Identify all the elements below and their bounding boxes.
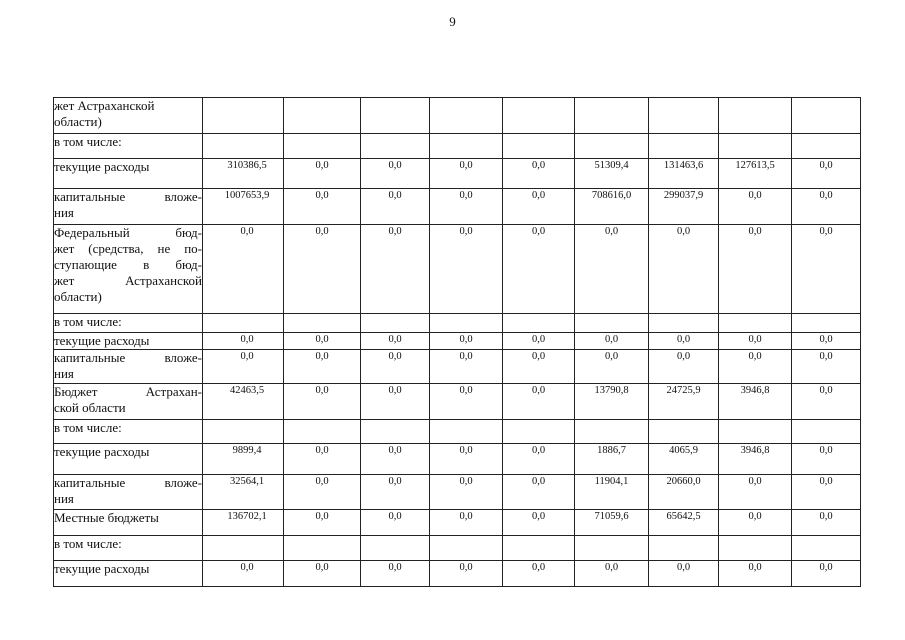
value-cell	[792, 314, 861, 333]
value-cell: 0,0	[503, 189, 575, 225]
value-cell: 0,0	[503, 561, 575, 587]
value-cell: 131463,6	[649, 159, 719, 189]
row-label-line: капитальные вложе-	[54, 475, 202, 490]
value-cell: 0,0	[792, 350, 861, 384]
budget-table	[53, 97, 861, 587]
value-cell: 0,0	[430, 225, 503, 314]
value-cell	[430, 536, 503, 561]
value-cell	[792, 134, 861, 159]
value-cell	[649, 536, 719, 561]
row-label-line: в том числе:	[54, 536, 122, 551]
value-cell	[503, 536, 575, 561]
value-cell	[361, 134, 430, 159]
value-cell: 0,0	[361, 333, 430, 350]
value-cell: 0,0	[719, 189, 792, 225]
value-cell	[503, 420, 575, 444]
table-row	[54, 561, 861, 587]
value-cell: 0,0	[719, 350, 792, 384]
value-cell	[719, 134, 792, 159]
value-cell: 0,0	[575, 333, 649, 350]
value-cell: 11904,1	[575, 475, 649, 510]
row-label	[54, 189, 203, 225]
value-cell	[503, 314, 575, 333]
row-label-line: Бюджет Астрахан-	[54, 384, 202, 399]
value-cell	[430, 314, 503, 333]
value-cell: 0,0	[503, 384, 575, 420]
row-label-line: ской области	[54, 400, 126, 415]
value-cell	[575, 98, 649, 134]
value-cell: 9899,4	[203, 444, 284, 475]
value-cell: 0,0	[361, 444, 430, 475]
value-cell: 0,0	[503, 159, 575, 189]
value-cell: 0,0	[503, 225, 575, 314]
value-cell: 708616,0	[575, 189, 649, 225]
value-cell: 0,0	[503, 350, 575, 384]
value-cell: 0,0	[430, 444, 503, 475]
table-row	[54, 98, 861, 134]
row-label	[54, 333, 203, 350]
value-cell	[284, 314, 361, 333]
value-cell	[649, 420, 719, 444]
value-cell	[719, 314, 792, 333]
value-cell: 0,0	[203, 350, 284, 384]
value-cell: 0,0	[203, 225, 284, 314]
value-cell: 0,0	[792, 189, 861, 225]
table-row	[54, 384, 861, 420]
value-cell: 0,0	[792, 159, 861, 189]
row-label-line: в том числе:	[54, 420, 122, 435]
value-cell	[203, 314, 284, 333]
value-cell: 24725,9	[649, 384, 719, 420]
value-cell	[203, 420, 284, 444]
row-label-line: текущие расходы	[54, 159, 150, 174]
row-label-line: капитальные вложе-	[54, 189, 202, 204]
value-cell: 0,0	[719, 333, 792, 350]
value-cell: 0,0	[284, 384, 361, 420]
row-label	[54, 98, 203, 134]
value-cell	[792, 420, 861, 444]
value-cell: 3946,8	[719, 444, 792, 475]
row-label	[54, 561, 203, 587]
row-label-line: текущие расходы	[54, 561, 150, 576]
row-label-line: Федеральный бюд-	[54, 225, 202, 240]
page-number: 9	[449, 14, 456, 29]
value-cell	[284, 98, 361, 134]
row-label-line: в том числе:	[54, 314, 122, 329]
row-label	[54, 475, 203, 510]
value-cell	[203, 134, 284, 159]
row-label-line: жет (средства, не по-	[54, 241, 202, 256]
value-cell	[361, 420, 430, 444]
value-cell: 0,0	[203, 561, 284, 587]
value-cell: 0,0	[284, 189, 361, 225]
table-row	[54, 350, 861, 384]
row-label-line: жет Астраханской	[54, 273, 202, 288]
value-cell	[649, 314, 719, 333]
value-cell: 3946,8	[719, 384, 792, 420]
value-cell: 0,0	[792, 333, 861, 350]
table-row	[54, 475, 861, 510]
value-cell: 0,0	[361, 350, 430, 384]
value-cell	[284, 536, 361, 561]
value-cell	[361, 536, 430, 561]
table-row	[54, 536, 861, 561]
value-cell: 0,0	[503, 444, 575, 475]
value-cell: 0,0	[284, 225, 361, 314]
row-label-line: в том числе:	[54, 134, 122, 149]
value-cell: 0,0	[430, 384, 503, 420]
row-label-line: ния	[54, 491, 74, 506]
value-cell	[649, 134, 719, 159]
value-cell: 0,0	[792, 475, 861, 510]
row-label	[54, 510, 203, 536]
value-cell: 0,0	[284, 475, 361, 510]
table-row	[54, 444, 861, 475]
value-cell	[361, 314, 430, 333]
value-cell: 0,0	[284, 444, 361, 475]
row-label-line: области)	[54, 289, 102, 304]
value-cell: 0,0	[430, 333, 503, 350]
value-cell: 0,0	[792, 561, 861, 587]
row-label	[54, 420, 203, 444]
value-cell: 1886,7	[575, 444, 649, 475]
value-cell: 0,0	[719, 475, 792, 510]
value-cell: 299037,9	[649, 189, 719, 225]
row-label-line: ступающие в бюд-	[54, 257, 202, 272]
row-label-line: текущие расходы	[54, 444, 150, 459]
value-cell	[575, 420, 649, 444]
value-cell: 32564,1	[203, 475, 284, 510]
value-cell	[284, 134, 361, 159]
row-label-line: области)	[54, 114, 102, 129]
value-cell: 0,0	[284, 510, 361, 536]
value-cell	[719, 420, 792, 444]
row-label	[54, 134, 203, 159]
value-cell	[203, 98, 284, 134]
value-cell: 0,0	[284, 159, 361, 189]
row-label	[54, 384, 203, 420]
value-cell: 0,0	[203, 333, 284, 350]
value-cell: 0,0	[649, 350, 719, 384]
value-cell: 0,0	[430, 475, 503, 510]
value-cell: 0,0	[361, 510, 430, 536]
row-label-line: капитальные вложе-	[54, 350, 202, 365]
value-cell	[792, 98, 861, 134]
value-cell	[503, 134, 575, 159]
value-cell	[719, 98, 792, 134]
value-cell	[575, 134, 649, 159]
row-label	[54, 444, 203, 475]
table-row	[54, 420, 861, 444]
table-row	[54, 134, 861, 159]
value-cell	[575, 314, 649, 333]
value-cell	[284, 420, 361, 444]
value-cell: 0,0	[430, 510, 503, 536]
table-row	[54, 314, 861, 333]
row-label	[54, 536, 203, 561]
value-cell: 4065,9	[649, 444, 719, 475]
value-cell: 0,0	[430, 189, 503, 225]
value-cell: 0,0	[503, 510, 575, 536]
value-cell: 0,0	[719, 561, 792, 587]
value-cell: 0,0	[792, 384, 861, 420]
value-cell: 0,0	[649, 225, 719, 314]
value-cell	[430, 420, 503, 444]
value-cell	[430, 98, 503, 134]
value-cell: 0,0	[284, 333, 361, 350]
row-label-line: ния	[54, 205, 74, 220]
value-cell	[203, 536, 284, 561]
value-cell	[792, 536, 861, 561]
value-cell: 310386,5	[203, 159, 284, 189]
value-cell: 0,0	[503, 475, 575, 510]
value-cell: 0,0	[719, 225, 792, 314]
table-row	[54, 510, 861, 536]
value-cell	[575, 536, 649, 561]
row-label-line: Местные бюджеты	[54, 510, 159, 525]
value-cell: 13790,8	[575, 384, 649, 420]
value-cell	[430, 134, 503, 159]
table-row	[54, 159, 861, 189]
value-cell: 0,0	[361, 225, 430, 314]
value-cell: 0,0	[284, 561, 361, 587]
value-cell: 0,0	[284, 350, 361, 384]
table-row	[54, 225, 861, 314]
value-cell: 0,0	[792, 510, 861, 536]
value-cell	[719, 536, 792, 561]
value-cell: 0,0	[361, 384, 430, 420]
row-label	[54, 225, 203, 314]
value-cell: 0,0	[719, 510, 792, 536]
value-cell: 0,0	[649, 561, 719, 587]
row-label-line: текущие расходы	[54, 333, 150, 348]
value-cell: 0,0	[361, 561, 430, 587]
value-cell: 0,0	[430, 350, 503, 384]
value-cell: 0,0	[361, 475, 430, 510]
row-label-line: ния	[54, 366, 74, 381]
value-cell: 0,0	[792, 225, 861, 314]
value-cell: 0,0	[361, 159, 430, 189]
value-cell	[361, 98, 430, 134]
value-cell: 51309,4	[575, 159, 649, 189]
value-cell: 42463,5	[203, 384, 284, 420]
value-cell: 136702,1	[203, 510, 284, 536]
value-cell: 0,0	[575, 350, 649, 384]
table-row	[54, 189, 861, 225]
value-cell: 0,0	[649, 333, 719, 350]
value-cell: 0,0	[792, 444, 861, 475]
row-label	[54, 314, 203, 333]
row-label	[54, 159, 203, 189]
value-cell	[503, 98, 575, 134]
table-row	[54, 333, 861, 350]
value-cell: 0,0	[503, 333, 575, 350]
row-label	[54, 350, 203, 384]
row-label-line: жет Астраханской	[54, 98, 155, 113]
value-cell: 1007653,9	[203, 189, 284, 225]
value-cell: 20660,0	[649, 475, 719, 510]
value-cell: 0,0	[430, 561, 503, 587]
value-cell: 0,0	[430, 159, 503, 189]
value-cell: 71059,6	[575, 510, 649, 536]
value-cell: 0,0	[361, 189, 430, 225]
value-cell: 65642,5	[649, 510, 719, 536]
value-cell: 127613,5	[719, 159, 792, 189]
value-cell: 0,0	[575, 225, 649, 314]
value-cell	[649, 98, 719, 134]
value-cell: 0,0	[575, 561, 649, 587]
